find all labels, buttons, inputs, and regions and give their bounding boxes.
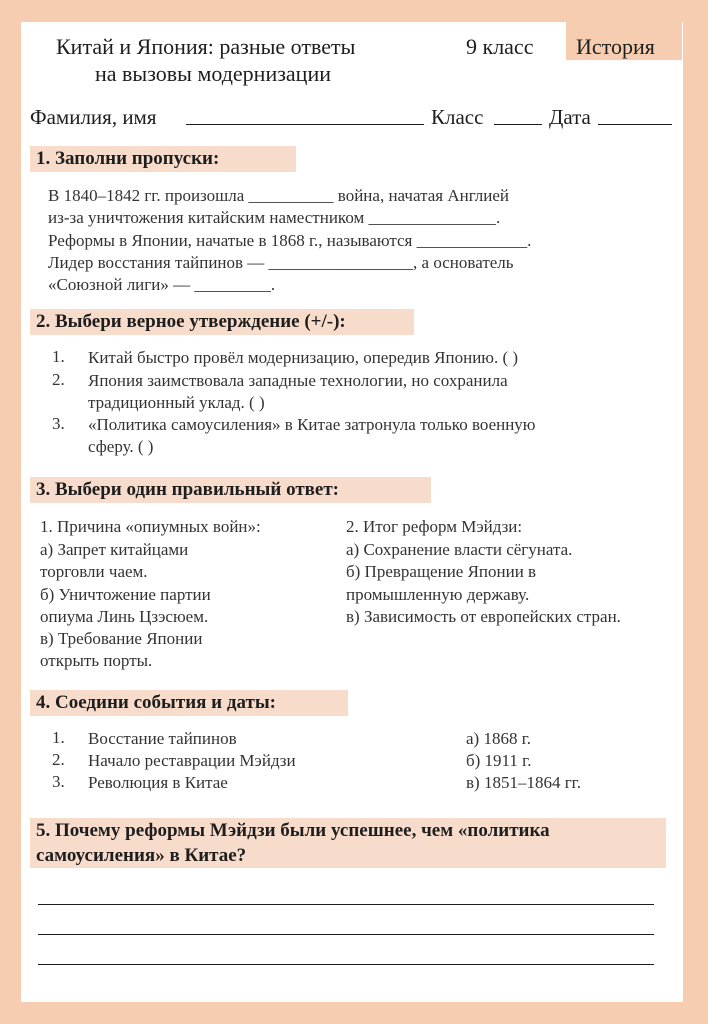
section5-title-line2: самоусиления» в Китае?: [36, 845, 247, 866]
statement-text: «Политика самоусиления» в Китае затронула только военную: [88, 415, 536, 434]
section3-title: 3. Выбери один правильный ответ:: [36, 479, 340, 500]
section5-title-line1: 5. Почему реформы Мэйдзи были успешнее, чем «политика: [36, 820, 550, 841]
event-text: Восстание тайпинов: [88, 729, 237, 748]
statement-text: Япония заимствовала западные технологии, но сохранила: [88, 371, 508, 390]
answer-option: а) Сохранение власти сёгуната.: [346, 540, 573, 559]
date-line[interactable]: [598, 124, 672, 125]
statement-text: Китай быстро провёл модернизацию, опередив Японию. ( ): [88, 348, 519, 367]
answer-line[interactable]: [38, 934, 654, 935]
statement-text: традиционный уклад. ( ): [88, 393, 265, 412]
worksheet-title-line2: на вызовы модернизации: [95, 61, 332, 86]
class-line[interactable]: [494, 124, 542, 125]
answer-option: в) Требование Японии: [40, 629, 203, 648]
subject-label: История: [576, 34, 655, 59]
answer-option: б) Превращение Японии в: [346, 562, 537, 581]
question-text: 1. Причина «опиумных войн»:: [40, 517, 261, 536]
answer-option: опиума Линь Цзэсюем.: [40, 607, 209, 626]
section1-line: Лидер восстания тайпинов — _________________, а основатель: [48, 253, 514, 272]
section1-title: 1. Заполни пропуски:: [36, 148, 220, 169]
answer-option: промышленную державу.: [346, 585, 530, 604]
answer-option: б) Уничтожение партии: [40, 585, 211, 604]
answer-option: открыть порты.: [40, 651, 153, 670]
answer-option: в) Зависимость от европейских стран.: [346, 607, 621, 626]
statement-number: 3.: [52, 414, 65, 433]
statement-number: 1.: [52, 347, 65, 366]
event-number: 2.: [52, 750, 65, 769]
question-text: 2. Итог реформ Мэйдзи:: [346, 517, 523, 536]
section4-title: 4. Соедини события и даты:: [36, 692, 276, 713]
date-label: Дата: [549, 105, 591, 129]
class-label: Класс: [431, 105, 484, 129]
answer-line[interactable]: [38, 904, 654, 905]
name-label: Фамилия, имя: [30, 105, 157, 129]
event-number: 3.: [52, 772, 65, 791]
answer-line[interactable]: [38, 964, 654, 965]
section2-title: 2. Выбери верное утверждение (+/-):: [36, 311, 346, 332]
statement-text: сферу. ( ): [88, 437, 154, 456]
section1-line: из-за уничтожения китайским наместником _______________.: [48, 208, 501, 227]
name-line[interactable]: [186, 124, 424, 125]
grade-label: 9 класс: [466, 34, 534, 59]
answer-option: торговли чаем.: [40, 562, 148, 581]
date-option: в) 1851–1864 гг.: [466, 773, 581, 792]
section1-line: В 1840–1842 гг. произошла __________ война, начатая Англией: [48, 186, 510, 205]
event-text: Начало реставрации Мэйдзи: [88, 751, 296, 770]
date-option: б) 1911 г.: [466, 751, 532, 770]
section1-line: «Союзной лиги» — _________.: [48, 275, 276, 294]
statement-number: 2.: [52, 370, 65, 389]
date-option: а) 1868 г.: [466, 729, 532, 748]
event-number: 1.: [52, 728, 65, 747]
section1-line: Реформы в Японии, начатые в 1868 г., называются _____________.: [48, 231, 532, 250]
answer-option: а) Запрет китайцами: [40, 540, 189, 559]
worksheet-title-line1: Китай и Япония: разные ответы: [56, 34, 356, 59]
event-text: Революция в Китае: [88, 773, 228, 792]
